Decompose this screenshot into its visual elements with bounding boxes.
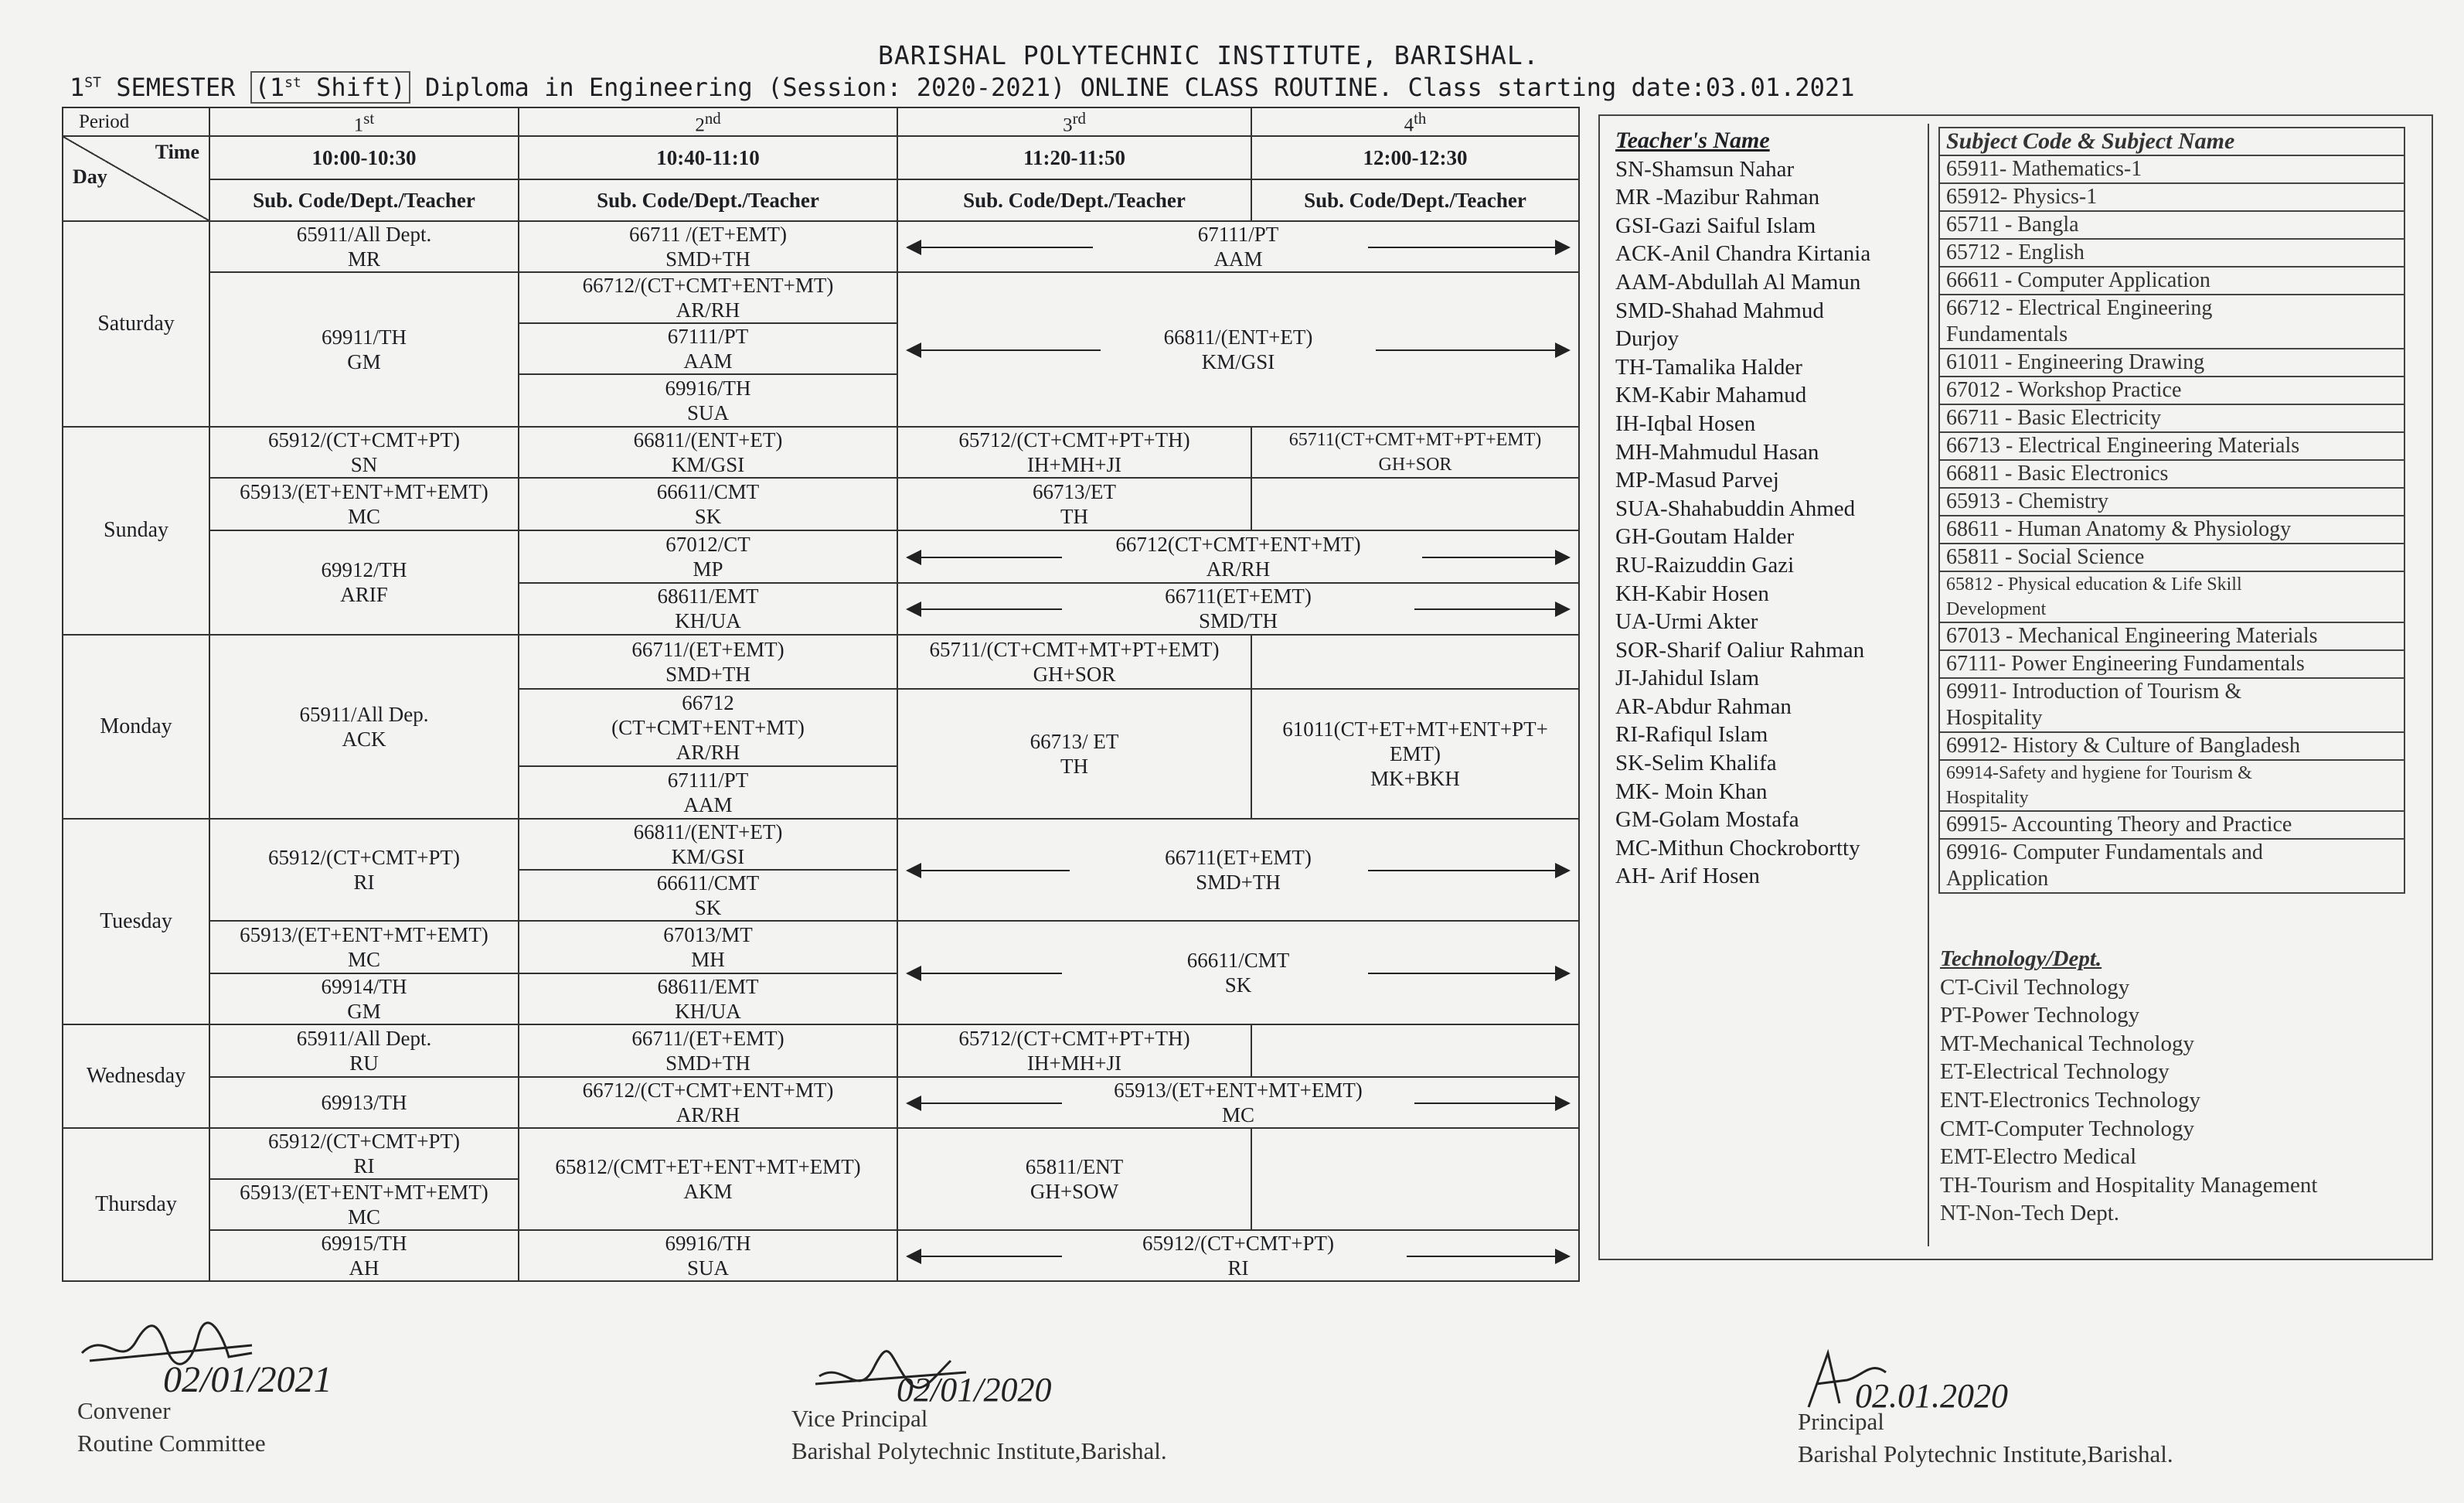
class-cell: 65711/(CT+CMT+MT+PT+EMT) GH+SOR [897, 635, 1251, 689]
subject-entry: 69914-Safety and hygiene for Tourism & Hospitality [1939, 760, 2404, 811]
right-arrow-icon [1368, 247, 1569, 248]
day-sunday: Sunday [63, 427, 209, 634]
time-slot-2: 10:40-11:10 [519, 136, 897, 179]
subject-entry: 69911- Introduction of Tourism & Hospitality [1939, 678, 2404, 732]
semester-suffix: ST [84, 74, 101, 91]
subject-row [1939, 650, 2404, 678]
vice-principal-date: 02/01/2020 [897, 1371, 1052, 1409]
subject-row [1939, 678, 2404, 732]
vice-principal-institute: Barishal Polytechnic Institute,Barishal. [791, 1437, 1167, 1464]
right-arrow-icon [1368, 870, 1569, 871]
class-cell: 69913/TH [209, 1077, 519, 1128]
teacher-entry: MC-Mithun Chockrobortty [1615, 835, 1860, 861]
class-cell: 65812/(CMT+ET+ENT+MT+EMT) AKM [519, 1128, 897, 1230]
subject-row [1939, 839, 2404, 893]
technology-entry: TH-Tourism and Hospitality Management [1940, 1172, 2318, 1198]
convener-title: Convener [77, 1397, 171, 1424]
convener-date: 02/01/2021 [163, 1359, 332, 1399]
period-1: 1st [209, 107, 519, 136]
subject-row [1939, 432, 2404, 460]
class-cell: 66713/ET TH [897, 478, 1251, 530]
table-row [63, 1230, 1579, 1281]
subject-row [1939, 211, 2404, 239]
teacher-entry: UA-Urmi Akter [1615, 609, 1758, 635]
table-row [63, 221, 1579, 272]
day-thursday: Thursday [63, 1128, 209, 1281]
class-cell: 67111/PT AAM [519, 323, 897, 374]
technology-entry: EMT-Electro Medical [1940, 1144, 2137, 1170]
subject-entry: 66712 - Electrical Engineering Fundamentals [1939, 295, 2404, 349]
technology-entry: MT-Mechanical Technology [1940, 1031, 2194, 1056]
table-row [63, 921, 1579, 973]
subject-entry: 61011 - Engineering Drawing [1939, 349, 2404, 377]
time-slot-4: 12:00-12:30 [1251, 136, 1579, 179]
subject-row [1939, 732, 2404, 760]
teacher-entry: IH-Iqbal Hosen [1615, 411, 1756, 436]
subject-entry: 65811 - Social Science [1939, 544, 2404, 571]
column-header-row [63, 179, 1579, 221]
subject-row [1939, 349, 2404, 377]
time-slot-3: 11:20-11:50 [897, 136, 1251, 179]
technology-entry: NT-Non-Tech Dept. [1940, 1201, 2120, 1226]
document-title: BARISHAL POLYTECHNIC INSTITUTE, BARISHAL. [878, 40, 1540, 70]
teacher-entry: KH-Kabir Hosen [1615, 581, 1769, 606]
technology-legend-title: Technology/Dept. [1940, 946, 2102, 971]
subject-entry: 69912- History & Culture of Bangladesh [1939, 732, 2404, 760]
subject-row [1939, 544, 2404, 571]
left-arrow-icon [907, 870, 1070, 871]
table-row [63, 1128, 1579, 1179]
time-slot-1: 10:00-10:30 [209, 136, 519, 179]
class-cell: 65711(CT+CMT+MT+PT+EMT) GH+SOR [1251, 427, 1579, 478]
convener-block [77, 1395, 266, 1460]
teacher-entry: AH- Arif Hosen [1615, 864, 1760, 889]
left-arrow-icon [907, 557, 1062, 558]
subject-row [1939, 488, 2404, 516]
empty-cell [1251, 635, 1579, 689]
subject-row [1939, 183, 2404, 211]
table-row [63, 427, 1579, 478]
right-arrow-icon [1376, 349, 1569, 351]
teacher-entry: GM-Golam Mostafa [1615, 807, 1799, 833]
teacher-entry: SOR-Sharif Oaliur Rahman [1615, 637, 1865, 663]
period-row [63, 107, 1579, 136]
empty-cell [1251, 1024, 1579, 1077]
class-cell-spanning: 66711(ET+EMT) SMD/TH [897, 583, 1579, 634]
subject-entry: 65812 - Physical education & Life Skill Development [1939, 571, 2404, 622]
technology-entry: CMT-Computer Technology [1940, 1116, 2195, 1141]
right-arrow-icon [1422, 557, 1569, 558]
teacher-list [1615, 155, 1925, 891]
subject-row [1939, 571, 2404, 622]
table-row [63, 635, 1579, 689]
empty-cell [1251, 1128, 1579, 1230]
teacher-entry: MK- Moin Khan [1615, 779, 1768, 804]
left-arrow-icon [907, 1103, 1062, 1104]
table-row [63, 272, 1579, 323]
subject-entry: 67012 - Workshop Practice [1939, 377, 2404, 404]
class-cell: 65913/(ET+ENT+MT+EMT) MC [209, 921, 519, 973]
class-cell: 66712/(CT+CMT+ENT+MT) AR/RH [519, 272, 897, 323]
principal-date: 02.01.2020 [1855, 1377, 2008, 1415]
class-cell: 69915/TH AH [209, 1230, 519, 1281]
teacher-entry: SN-Shamsun Nahar [1615, 156, 1795, 182]
document-subtitle [70, 73, 1854, 102]
class-cell-spanning: 65913/(ET+ENT+MT+EMT) MC [897, 1077, 1579, 1128]
class-cell: 65911/All Dept. MR [209, 221, 519, 272]
class-cell-spanning: 66811/(ENT+ET) KM/GSI [897, 272, 1579, 427]
class-cell: 65811/ENT GH+SOW [897, 1128, 1251, 1230]
subject-entry: 65911- Mathematics-1 [1939, 155, 2404, 183]
teacher-entry: GH-Goutam Halder [1615, 524, 1795, 550]
technology-entry: CT-Civil Technology [1940, 974, 2130, 1000]
teacher-entry: MR -Mazibur Rahman [1615, 185, 1820, 210]
class-cell-spanning: 65912/(CT+CMT+PT) RI [897, 1230, 1579, 1281]
class-cell: 66713/ ET TH [897, 689, 1251, 819]
teacher-entry: AAM-Abdullah Al Mamun [1615, 269, 1861, 295]
class-cell: 65911/All Dep. ACK [209, 635, 519, 819]
column-header-4: Sub. Code/Dept./Teacher [1251, 179, 1579, 221]
technology-entry: ENT-Electronics Technology [1940, 1087, 2201, 1113]
technology-entry: ET-Electrical Technology [1940, 1059, 2170, 1085]
convener-signature [74, 1314, 352, 1399]
class-cell: 68611/EMT KH/UA [519, 973, 897, 1024]
column-header-2: Sub. Code/Dept./Teacher [519, 179, 897, 221]
subject-entry: 68611 - Human Anatomy & Physiology [1939, 516, 2404, 544]
table-row [63, 478, 1579, 530]
teacher-entry: MP-Masud Parvej [1615, 468, 1779, 493]
subject-row [1939, 267, 2404, 295]
day-label: Day [73, 165, 107, 189]
technology-list [1940, 973, 2419, 1228]
teacher-legend-title: Teacher's Name [1615, 128, 1770, 153]
class-cell: 67111/PT AAM [519, 766, 897, 819]
table-row [63, 1077, 1579, 1128]
class-cell: 66711/(ET+EMT) SMD+TH [519, 1024, 897, 1077]
teacher-entry: KM-Kabir Mahamud [1615, 383, 1807, 408]
class-cell: 65912/(CT+CMT+PT) SN [209, 427, 519, 478]
class-cell: 65912/(CT+CMT+PT) RI [209, 1128, 519, 1179]
subject-entry: 69915- Accounting Theory and Practice [1939, 811, 2404, 839]
table-row [63, 530, 1579, 583]
time-day-header [63, 136, 209, 221]
teacher-entry: SMD-Shahad Mahmud [1615, 298, 1824, 323]
shift-suffix: st [284, 74, 301, 91]
left-arrow-icon [907, 608, 1062, 610]
class-cell-spanning: 66711(ET+EMT) SMD+TH [897, 819, 1579, 921]
class-cell: 67012/CT MP [519, 530, 897, 583]
class-cell: 65712/(CT+CMT+PT+TH) IH+MH+JI [897, 1024, 1251, 1077]
left-arrow-icon [907, 349, 1101, 351]
subject-row [1939, 516, 2404, 544]
routine-table [62, 107, 1580, 1282]
class-cell: 61011(CT+ET+MT+ENT+PT+ EMT) MK+BKH [1251, 689, 1579, 819]
class-cell: 65911/All Dept. RU [209, 1024, 519, 1077]
period-label: Period [63, 107, 209, 136]
class-cell: 65712/(CT+CMT+PT+TH) IH+MH+JI [897, 427, 1251, 478]
semester-number: 1 [70, 73, 85, 102]
class-cell-spanning: 67111/PT AAM [897, 221, 1579, 272]
class-cell: 66711/(ET+EMT) SMD+TH [519, 635, 897, 689]
convener-committee: Routine Committee [77, 1430, 266, 1457]
subject-row [1939, 811, 2404, 839]
subject-entry: 67013 - Mechanical Engineering Materials [1939, 622, 2404, 650]
teacher-legend [1615, 127, 1925, 891]
class-cell: 65912/(CT+CMT+PT) RI [209, 819, 519, 921]
left-arrow-icon [907, 1256, 1062, 1257]
teacher-entry: JI-Jahidul Islam [1615, 666, 1760, 691]
column-header-3: Sub. Code/Dept./Teacher [897, 179, 1251, 221]
class-cell: 66811/(ENT+ET) KM/GSI [519, 819, 897, 870]
subject-entry: 67111- Power Engineering Fundamentals [1939, 650, 2404, 678]
class-cell: 66711 /(ET+EMT) SMD+TH [519, 221, 897, 272]
vice-principal-title: Vice Principal [791, 1405, 928, 1432]
right-arrow-icon [1414, 608, 1569, 610]
class-cell: 66712 (CT+CMT+ENT+MT) AR/RH [519, 689, 897, 766]
table-row [63, 819, 1579, 870]
period-4: 4th [1251, 107, 1579, 136]
subject-row [1939, 404, 2404, 432]
empty-cell [1251, 478, 1579, 530]
class-cell-spanning: 66712(CT+CMT+ENT+MT) AR/RH [897, 530, 1579, 583]
teacher-entry: MH-Mahmudul Hasan [1615, 439, 1819, 465]
principal-institute: Barishal Polytechnic Institute,Barishal. [1798, 1440, 2173, 1467]
right-arrow-icon [1414, 1103, 1569, 1104]
table-row [63, 1024, 1579, 1077]
time-row [63, 136, 1579, 179]
class-cell: 68611/EMT KH/UA [519, 583, 897, 634]
class-cell: 69911/TH GM [209, 272, 519, 427]
subject-row [1939, 760, 2404, 811]
left-arrow-icon [907, 247, 1093, 248]
session-info: Diploma in Engineering (Session: 2020-2021) ONLINE CLASS ROUTINE. Class starting date:03.01.2021 [410, 73, 1855, 102]
teacher-entry: Durjoy [1615, 326, 1680, 352]
subject-row [1939, 239, 2404, 267]
class-cell: 66712/(CT+CMT+ENT+MT) AR/RH [519, 1077, 897, 1128]
left-arrow-icon [907, 973, 1062, 974]
teacher-entry: AR-Abdur Rahman [1615, 694, 1792, 719]
class-cell: 69916/TH SUA [519, 374, 897, 427]
technology-legend [1940, 945, 2419, 1228]
subject-entry: 66711 - Basic Electricity [1939, 404, 2404, 432]
technology-entry: PT-Power Technology [1940, 1003, 2140, 1028]
class-cell: 66811/(ENT+ET) KM/GSI [519, 427, 897, 478]
class-cell: 69912/TH ARIF [209, 530, 519, 634]
teacher-entry: RI-Rafiqul Islam [1615, 722, 1768, 748]
subject-entry: 65712 - English [1939, 239, 2404, 267]
shift-close: Shift) [301, 73, 406, 102]
period-3: 3rd [897, 107, 1251, 136]
teacher-entry: RU-Raizuddin Gazi [1615, 552, 1795, 578]
teacher-entry: ACK-Anil Chandra Kirtania [1615, 241, 1871, 267]
period-2: 2nd [519, 107, 897, 136]
day-saturday: Saturday [63, 221, 209, 427]
subject-entry: 65912- Physics-1 [1939, 183, 2404, 211]
teacher-entry: TH-Tamalika Halder [1615, 354, 1802, 380]
subject-row [1939, 377, 2404, 404]
class-cell: 66611/CMT SK [519, 478, 897, 530]
subject-row [1939, 460, 2404, 488]
class-cell: 69914/TH GM [209, 973, 519, 1024]
class-cell: 69916/TH SUA [519, 1230, 897, 1281]
vice-principal-block [791, 1402, 1167, 1467]
subject-entry: 65913 - Chemistry [1939, 488, 2404, 516]
class-cell: 65913/(ET+ENT+MT+EMT) MC [209, 1179, 519, 1230]
class-cell: 67013/MT MH [519, 921, 897, 973]
subject-legend [1938, 127, 2405, 894]
principal-title: Principal [1798, 1408, 1884, 1435]
principal-block [1798, 1406, 2173, 1471]
teacher-entry: SK-Selim Khalifa [1615, 751, 1777, 776]
subject-row [1939, 155, 2404, 183]
subject-entry: 66713 - Electrical Engineering Materials [1939, 432, 2404, 460]
teacher-entry: GSI-Gazi Saiful Islam [1615, 213, 1816, 238]
legend-divider [1928, 124, 1929, 1246]
subject-entry: 65711 - Bangla [1939, 211, 2404, 239]
class-cell: 65913/(ET+ENT+MT+EMT) MC [209, 478, 519, 530]
right-arrow-icon [1407, 1256, 1569, 1257]
semester-label: SEMESTER [100, 73, 250, 102]
subject-row [1939, 622, 2404, 650]
subject-entry: 69916- Computer Fundamentals and Application [1939, 839, 2404, 893]
subject-row [1939, 295, 2404, 349]
subject-entry: 66611 - Computer Application [1939, 267, 2404, 295]
right-arrow-icon [1368, 973, 1569, 974]
column-header-1: Sub. Code/Dept./Teacher [209, 179, 519, 221]
shift-badge [250, 71, 410, 104]
time-label: Time [155, 141, 199, 164]
subject-entry: 66811 - Basic Electronics [1939, 460, 2404, 488]
day-monday: Monday [63, 635, 209, 819]
day-tuesday: Tuesday [63, 819, 209, 1024]
class-cell-spanning: 66611/CMT SK [897, 921, 1579, 1024]
day-wednesday: Wednesday [63, 1024, 209, 1128]
teacher-entry: SUA-Shahabuddin Ahmed [1615, 496, 1856, 521]
shift-open: (1 [254, 73, 285, 102]
subject-legend-title: Subject Code & Subject Name [1939, 128, 2404, 155]
class-cell: 66611/CMT SK [519, 870, 897, 921]
